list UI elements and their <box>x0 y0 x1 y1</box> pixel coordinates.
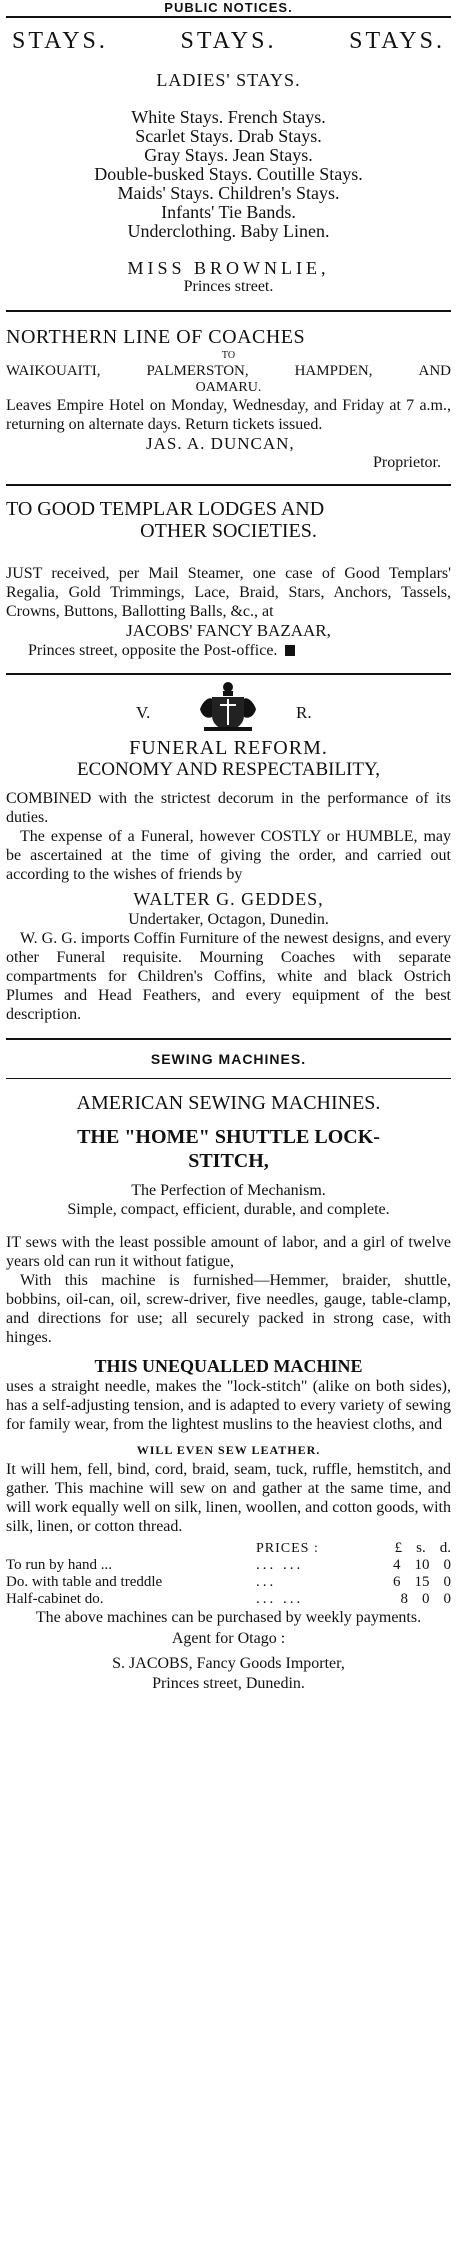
shillings-header: s. <box>416 1540 426 1556</box>
coaches-ad <box>6 312 451 472</box>
sewing-para1: IT sews with the least possible amount of labor, and a girl of twelve years old can run it without fatigue, <box>6 1234 451 1270</box>
pence-header: d. <box>439 1540 451 1556</box>
stays-heading-1: STAYS. <box>12 28 108 54</box>
sewing-product-1: THE "HOME" SHUTTLE LOCK- <box>77 1126 380 1148</box>
stays-subheading: LADIES' STAYS. <box>156 70 301 90</box>
sewing-section-title: SEWING MACHINES. <box>150 1051 307 1067</box>
coaches-role: Proprietor. <box>373 454 441 471</box>
sewing-para4: It will hem, fell, bind, cord, braid, seam, tuck, ruffle, hemstitch, and gather. This machine will sew on and gather at the same time, and will work equally well on silk, linen, woollen, and cotton goods, with silk, linen, or cotton thread. <box>6 1461 451 1535</box>
funeral-name: WALTER G. GEDDES, <box>133 889 324 909</box>
stays-item: Underclothing. Baby Linen. <box>127 221 330 241</box>
stays-name: MISS BROWNLIE, <box>127 258 330 278</box>
coaches-body: Leaves Empire Hotel on Monday, Wednesday, and Friday at 7 a.m., returning on alternate days. Return tickets issued. <box>6 397 451 433</box>
newspaper-page <box>6 0 451 1694</box>
stays-item: Gray Stays. Jean Stays. <box>144 145 313 165</box>
templar-ad <box>6 486 451 661</box>
destination: PALMERSTON, <box>146 363 249 379</box>
stays-address: Princes street. <box>183 278 274 295</box>
sewing-leather: WILL EVEN SEW LEATHER. <box>136 1443 321 1457</box>
sewing-para3: uses a straight needle, makes the "lock-stitch" (alike on both sides), has a self-adjusting tension, and is adapted to every variety of sewing for family wear, from the lightest muslins to the heaviest cloths, and <box>6 1378 451 1433</box>
destination: WAIKOUAITI, <box>6 363 101 379</box>
crest-right-letter: R. <box>296 703 312 722</box>
stays-ad <box>6 18 451 296</box>
price-shillings: 0 <box>422 1591 430 1607</box>
sewing-title: AMERICAN SEWING MACHINES. <box>76 1092 381 1114</box>
sewing-importer: S. JACOBS, Fancy Goods Importer, <box>112 1655 345 1672</box>
sewing-tag1: The Perfection of Mechanism. <box>131 1182 326 1199</box>
stays-item: Maids' Stays. Children's Stays. <box>117 183 340 203</box>
prices-header-row <box>6 1540 451 1557</box>
sewing-unequalled: THIS UNEQUALLED MACHINE <box>94 1356 363 1376</box>
price-pounds: 4 <box>393 1557 401 1573</box>
price-row <box>6 1574 451 1591</box>
coaches-to: TO <box>221 350 236 361</box>
crest-row <box>6 679 451 737</box>
coaches-title: NORTHERN LINE OF COACHES <box>6 326 306 348</box>
stays-heading-3: STAYS. <box>349 28 445 54</box>
price-pence: 0 <box>443 1574 451 1590</box>
funeral-subtitle: ECONOMY AND RESPECTABILITY, <box>76 759 381 780</box>
price-dots: ... <box>256 1574 277 1590</box>
sewing-weekly: The above machines can be purchased by weekly payments. <box>35 1609 422 1626</box>
crest-left-letter: V. <box>136 703 151 722</box>
stays-list <box>6 108 451 241</box>
price-pounds: 8 <box>400 1591 408 1607</box>
sewing-ad <box>6 1040 451 1694</box>
royal-crest-icon <box>198 679 258 735</box>
page-header: PUBLIC NOTICES. <box>164 0 293 15</box>
stays-heading-2: STAYS. <box>180 28 277 54</box>
templar-title-1: TO GOOD TEMPLAR LODGES AND <box>6 498 325 520</box>
pounds-header: £ <box>394 1540 403 1556</box>
templar-address-row <box>6 641 451 661</box>
funeral-ad <box>6 675 451 1024</box>
price-item: To run by hand ... <box>6 1557 113 1573</box>
price-row <box>6 1557 451 1574</box>
sewing-agent: Agent for Otago : <box>171 1630 286 1647</box>
funeral-title: FUNERAL REFORM. <box>129 737 328 759</box>
templar-title-2: OTHER SOCIETIES. <box>140 520 317 542</box>
price-pounds: 6 <box>393 1574 401 1590</box>
funeral-para1: COMBINED with the strictest decorum in the performance of its duties. <box>6 790 451 826</box>
sewing-para2: With this machine is furnished—Hemmer, braider, shuttle, bobbins, oil-can, oil, screw-driver, five needles, gauge, table-clamp, and directions for use; all securely packed in strong case, with hinges. <box>6 1272 451 1346</box>
sewing-tag2: Simple, compact, efficient, durable, and complete. <box>67 1201 390 1218</box>
prices-table <box>6 1540 451 1608</box>
price-pence: 0 <box>443 1591 451 1607</box>
price-item: Half-cabinet do. <box>6 1591 104 1607</box>
price-shillings: 15 <box>414 1574 430 1590</box>
stays-item: Double-busked Stays. Coutille Stays. <box>94 164 363 184</box>
hand-pointer-icon <box>285 645 295 656</box>
templar-body: JUST received, per Mail Steamer, one case of Good Templars' Regalia, Gold Trimmings, Lace, Braid, Stars, Anchors, Tassels, Crowns, Buttons, Ballotting Balls, &c., at <box>6 565 451 620</box>
destination: AND <box>418 363 451 379</box>
destination: HAMPDEN, <box>294 363 373 379</box>
price-item: Do. with table and treddle <box>6 1574 163 1590</box>
stays-heading <box>6 24 451 58</box>
funeral-address: Undertaker, Octagon, Dunedin. <box>128 911 329 928</box>
price-pence: 0 <box>443 1557 451 1573</box>
price-row <box>6 1591 451 1608</box>
coaches-destinations <box>6 362 451 380</box>
coaches-destination-last: OAMARU. <box>195 380 262 395</box>
prices-label: PRICES : <box>256 1541 319 1556</box>
templar-name: JACOBS' FANCY BAZAAR, <box>126 621 331 640</box>
stays-item: White Stays. French Stays. <box>131 107 326 127</box>
coaches-name: JAS. A. DUNCAN, <box>146 434 295 453</box>
price-dots: ... ... <box>256 1557 304 1573</box>
stays-item: Scarlet Stays. Drab Stays. <box>135 126 322 146</box>
sewing-product-2: STITCH, <box>188 1150 269 1172</box>
price-shillings: 10 <box>414 1557 430 1573</box>
templar-address: Princes street, opposite the Post-office. <box>28 642 278 659</box>
sewing-address: Princes street, Dunedin. <box>152 1675 305 1692</box>
funeral-para2: The expense of a Funeral, however COSTLY or HUMBLE, may be ascertained at the time of giving the order, and carried out according to the wishes of friends by <box>6 828 451 883</box>
stays-item: Infants' Tie Bands. <box>161 202 296 222</box>
rule-sewing-section <box>6 1078 451 1079</box>
funeral-para3: W. G. G. imports Coffin Furniture of the newest designs, and every other Funeral requisite. Mourning Coaches with separate compartments for Children's Coffins, white and black Ostrich Plumes and Head Feathers, and every equipment of the best description. <box>6 930 451 1023</box>
price-dots: ... ... <box>256 1591 304 1607</box>
